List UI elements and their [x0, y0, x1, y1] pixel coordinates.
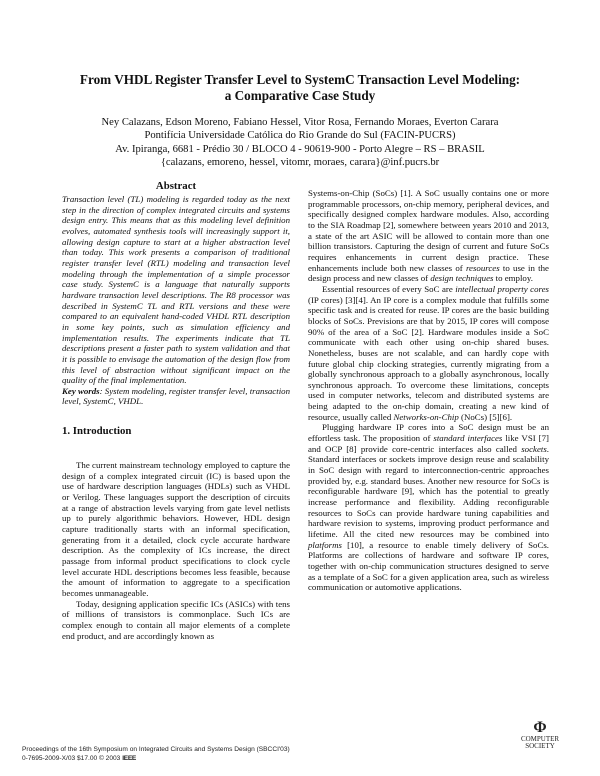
introduction-left-body — [62, 460, 290, 641]
author-emails: {calazans, emoreno, hessel, vitomr, moraes, carara}@inf.pucrs.br — [160, 156, 440, 168]
keywords-text: : System modeling, register transfer level, transaction level, SystemC, VHDL. — [62, 385, 290, 407]
italic-term: intellectual property cores — [455, 283, 549, 294]
computer-society-logo — [515, 720, 565, 750]
italic-term: standard interfaces — [433, 433, 503, 444]
text-run: to employ. — [493, 273, 533, 284]
right-column — [308, 188, 549, 593]
title-line-2: a Comparative Case Study — [224, 88, 376, 103]
text-run: Systems-on-Chip (SoCs) [1]. A SoC usually contains one or more programmable processors, on-chip memory, peripheral devices, and specifically designed complex hardware modules. Also, according to the SIA Roadmap [2], somewhere between years 2010 and 2013, a state of the art ASIC will be allowed to contain more than one billion transistors. Capturing the design of current and future SoCs requires enhancements in current design practice. These enhancements include both new classes of — [308, 188, 549, 273]
text-run: Essential resources of every SoC are — [322, 283, 456, 294]
italic-term: resources — [465, 262, 500, 273]
paper-title — [0, 72, 600, 104]
footer-copyright — [22, 754, 290, 763]
paragraph — [308, 284, 549, 423]
italic-term: design techniques — [430, 273, 494, 284]
italic-term: Networks-on-Chip — [393, 411, 459, 422]
left-column — [62, 180, 290, 641]
text-run: like VSI [7] and OCP [8] provide core-centric interfaces also called — [308, 433, 549, 454]
logo-line-1: COMPUTER — [520, 735, 560, 743]
paragraph — [62, 599, 290, 642]
keywords-label: Key words — [62, 385, 100, 396]
paragraph — [308, 188, 549, 284]
author-address: Av. Ipiranga, 6681 - Prédio 30 / BLOCO 4 - 90619-900 - Porto Alegre – RS – BRASIL — [115, 143, 485, 155]
phi-icon: Φ — [533, 719, 547, 736]
author-affiliation: Pontifícia Universidade Católica do Rio Grande do Sul (FACIN-PUCRS) — [144, 130, 456, 142]
footer-proceedings: Proceedings of the 16th Symposium on Integrated Circuits and Systems Design (SBCCI'03) — [22, 746, 290, 753]
text-run: [10], a resource to enable timely delivery of SoCs. Platforms are collections of hardware and software IP cores, together with on-chip communication structures designed to serve as a template of a SoC for a given application area, such as wireless communication or automotive applications. — [308, 539, 549, 593]
paragraph — [62, 460, 290, 599]
ieee-logo: IEEE — [122, 755, 137, 762]
text-run: . Standard interfaces or sockets improve design reuse and scalability in SoC design with regard to interconnection-centric approaches provided by, e.g. standard buses. Another new resource for SoCs is reconfigurable hardware [9], which has the potential to greatly increase performance and flexibility. Adding reconfigurable resources to SoCs can provide hardware tuning capabilities and hardware revision to systems, improving product performance and lifetime. All the cited new resources may be combined into — [308, 443, 549, 539]
introduction-right-body — [308, 188, 549, 593]
author-names: Ney Calazans, Edson Moreno, Fabiano Hessel, Vitor Rosa, Fernando Moraes, Everton Carara — [101, 117, 499, 128]
text-run: The current mainstream technology employed to capture the design of a complex integrated circuit (IC) is based upon the use of hardware description languages (HDLs) such as VHDL or Verilog. These languages support the description of circuits at a range of abstraction levels varying from gate level netlists up to purely algorithmic behaviors. However, HDL design capture traditionally starts with an informal specification, generating from it a detailed, clock cycle accurate hardware description. As the complexity of ICs increase, the direct passage from informal product specifications to clock cycle level accurate HDL descriptions becomes less feasible, because the amount of information to aggregate to a specification becomes unmanageable. — [62, 460, 290, 598]
keywords — [62, 386, 290, 407]
abstract-heading: Abstract — [155, 180, 197, 192]
paragraph — [308, 422, 549, 593]
footer-isbn: 0-7695-2009-X/03 $17.00 © 2003 — [22, 755, 123, 762]
text-run: (IP cores) [3][4]. An IP core is a complex module that fulfills some specific task and is created for reuse. IP cores are the basic building blocks of SoCs. Previsions are that by 2015, IP cores will compose 90% of the area of a SoC [2]. Hardware modules inside a SoC communicate with each other using on-chip shared buses. Nonetheless, buses are not scalable, and can hardly cope with future global chip clocking strategies, currently migrating from a globally synchronous approach to a globally asynchronous, locally synchronous approach. To overcome these limitations, concepts used in computer networks, telecom and distributed systems are being adapted to the on-chip domain, creating a new kind of resource, usually called — [308, 294, 549, 422]
abstract-text: Transaction level (TL) modeling is regarded today as the next step in the direction of complex integrated circuits and systems design entry. This means that as this modeling level definition evolves, automated synthesis tools will increasingly support it, allowing design capture to start at a higher abstraction level than today. This work presents a comparison of traditional register transfer level (RTL) modeling and transaction level modeling through the implementation of a simple processor case study. SystemC is a language that naturally supports hardware transaction level descriptions. The R8 processor was described in SystemC TL and RTL versions and these were compared to an equivalent hand-coded VHDL RTL description in some key points, such as simulation efficiency and implementation results. The experiments indicate that TL descriptions present a faster path to system validation and that it is possible to envisage the automation of the design flow from this level of abstraction without significant impact on the quality of the final implementation. — [62, 194, 290, 386]
italic-term: platforms — [308, 539, 342, 550]
footer — [22, 745, 290, 763]
text-run: Plugging hardware IP cores into a SoC design must be an effortless task. The proposition of — [308, 422, 549, 444]
text-run: Today, designing application specific ICs (ASICs) with tens of millions of transistors is commonplace. Such ICs are complex enough to contain all major elements of a complete end product, and are accordingly known as — [62, 598, 290, 641]
logo-line-2: SOCIETY — [525, 742, 555, 750]
title-line-1: From VHDL Register Transfer Level to SystemC Transaction Level Modeling: — [79, 72, 521, 87]
italic-term: sockets — [521, 443, 547, 454]
author-block — [0, 116, 600, 169]
text-run: to use in the design process and new classes of — [308, 262, 549, 284]
text-run: (NoCs) [5][6]. — [458, 411, 513, 422]
section-heading-introduction: 1. Introduction — [62, 425, 132, 438]
